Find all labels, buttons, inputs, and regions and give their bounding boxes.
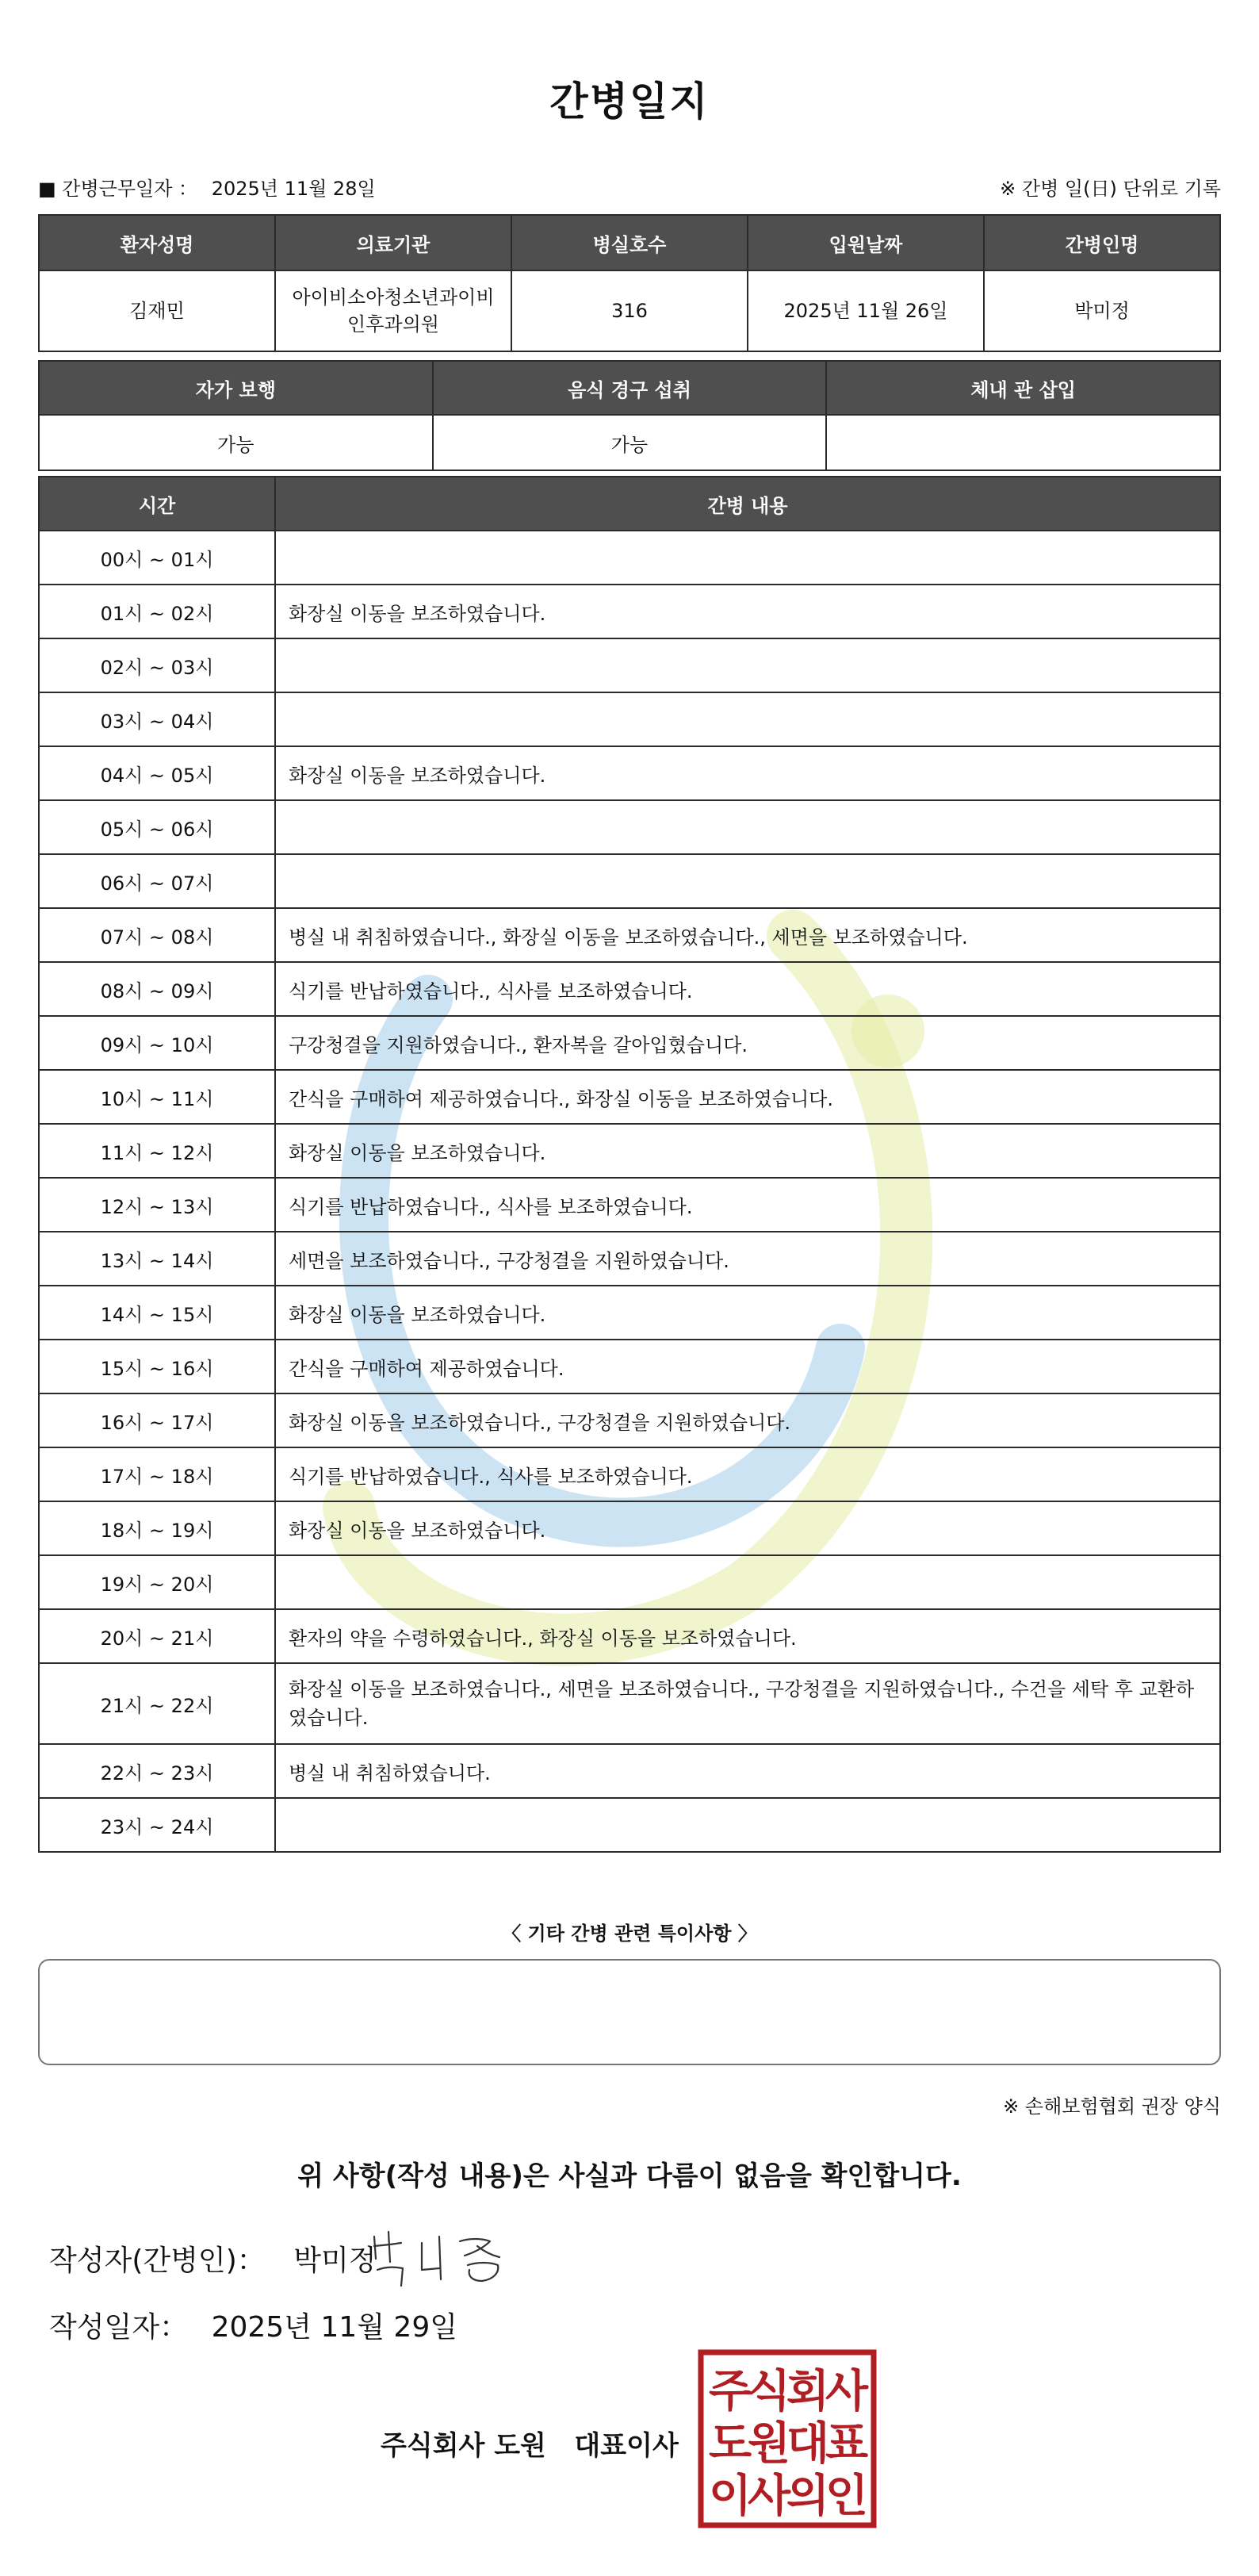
handwritten-signature-icon: [366, 2221, 517, 2292]
self-walking-value: 가능: [39, 415, 433, 470]
row-time: 18시 ~ 19시: [39, 1501, 275, 1555]
form-source-note: ※ 손해보험협회 권장 양식: [1003, 2095, 1221, 2118]
table-row: [39, 746, 1220, 800]
row-content: [275, 1555, 1220, 1609]
caregiver-name: 박미정: [984, 270, 1220, 351]
row-time: 06시 ~ 07시: [39, 854, 275, 908]
row-time: 13시 ~ 14시: [39, 1232, 275, 1286]
table-row: [39, 1070, 1220, 1124]
row-content: 식기를 반납하였습니다., 식사를 보조하였습니다.: [275, 1178, 1220, 1232]
svg-text:회: 회: [786, 2366, 830, 2417]
row-content: 간식을 구매하여 제공하였습니다.: [275, 1340, 1220, 1393]
write-date-label: 작성일자：: [49, 2311, 189, 2344]
row-content: 병실 내 취침하였습니다.: [275, 1744, 1220, 1798]
special-notes-box: [38, 1959, 1221, 2065]
svg-text:인: 인: [825, 2471, 869, 2522]
row-time: 09시 ~ 10시: [39, 1016, 275, 1070]
svg-text:도: 도: [708, 2418, 752, 2470]
header-patient-name: 환자성명: [39, 215, 275, 270]
row-time: 12시 ~ 13시: [39, 1178, 275, 1232]
hospital-name: 아이비소아청소년과이비인후과의원: [275, 270, 511, 351]
work-date-line: [38, 173, 376, 201]
svg-text:원: 원: [747, 2418, 791, 2470]
row-time: 01시 ~ 02시: [39, 585, 275, 638]
row-time: 15시 ~ 16시: [39, 1340, 275, 1393]
row-content: 병실 내 취침하였습니다., 화장실 이동을 보조하였습니다., 세면을 보조하였습니다.: [275, 908, 1220, 962]
svg-text:표: 표: [825, 2418, 869, 2470]
row-time: 00시 ~ 01시: [39, 531, 275, 585]
oral-intake-value: 가능: [433, 415, 827, 470]
write-date-value: 2025년 11월 29일: [211, 2311, 458, 2344]
row-content: 화장실 이동을 보조하였습니다.: [275, 1124, 1220, 1178]
row-content: 식기를 반납하였습니다., 식사를 보조하였습니다.: [275, 962, 1220, 1016]
row-time: 22시 ~ 23시: [39, 1744, 275, 1798]
table-row: [39, 1232, 1220, 1286]
special-notes-caption: 〈 기타 간병 관련 특이사항 〉: [502, 1922, 757, 1945]
row-time: 07시 ~ 08시: [39, 908, 275, 962]
table-row: [39, 1124, 1220, 1178]
svg-text:이: 이: [708, 2471, 752, 2522]
row-time: 16시 ~ 17시: [39, 1393, 275, 1447]
table-row: [39, 1744, 1220, 1798]
row-time: 04시 ~ 05시: [39, 746, 275, 800]
row-content: 화장실 이동을 보조하였습니다.: [275, 585, 1220, 638]
table-row: [39, 962, 1220, 1016]
svg-text:주: 주: [708, 2366, 752, 2417]
table-row: [39, 1178, 1220, 1232]
table-row: [39, 531, 1220, 585]
table-row: [39, 692, 1220, 746]
row-content: 구강청결을 지원하였습니다., 환자복을 갈아입혔습니다.: [275, 1016, 1220, 1070]
row-content: 화장실 이동을 보조하였습니다., 세면을 보조하였습니다., 구강청결을 지원하였습니다., 수건을 세탁 후 교환하였습니다.: [275, 1663, 1220, 1744]
header-tube-insertion: 체내 관 삽입: [826, 361, 1220, 415]
row-content: 환자의 약을 수령하였습니다., 화장실 이동을 보조하였습니다.: [275, 1609, 1220, 1663]
document-title: 간병일지: [549, 79, 710, 125]
table-row: [39, 800, 1220, 854]
row-time: 20시 ~ 21시: [39, 1609, 275, 1663]
table-row: [39, 638, 1220, 692]
row-time: 10시 ~ 11시: [39, 1070, 275, 1124]
row-content: [275, 531, 1220, 585]
table-row: [39, 1286, 1220, 1340]
svg-text:사: 사: [747, 2471, 791, 2522]
tube-insertion-value: [826, 415, 1220, 470]
table-row: [39, 1447, 1220, 1501]
row-time: 11시 ~ 12시: [39, 1124, 275, 1178]
header-admission-date: 입원날짜: [748, 215, 984, 270]
table-row: [39, 1609, 1220, 1663]
header-self-walking: 자가 보행: [39, 361, 433, 415]
work-date-label: ■ 간병근무일자 ：: [38, 178, 198, 200]
unit-note: ※ 간병 일(日) 단위로 기록: [1000, 178, 1221, 200]
row-content: [275, 800, 1220, 854]
table-row: [39, 585, 1220, 638]
table-row: [39, 1798, 1220, 1852]
table-row: [39, 1663, 1220, 1744]
header-caregiver: 간병인명: [984, 215, 1220, 270]
row-content: [275, 692, 1220, 746]
table-row: [39, 1393, 1220, 1447]
care-log-table: [38, 476, 1221, 1853]
table-row: [39, 1555, 1220, 1609]
svg-text:대: 대: [786, 2418, 830, 2470]
header-room: 병실호수: [511, 215, 748, 270]
row-content: 식기를 반납하였습니다., 식사를 보조하였습니다.: [275, 1447, 1220, 1501]
header-time: 시간: [39, 477, 275, 531]
company-seal-icon: [698, 2349, 877, 2528]
row-content: 간식을 구매하여 제공하였습니다., 화장실 이동을 보조하였습니다.: [275, 1070, 1220, 1124]
room-number: 316: [511, 270, 748, 351]
write-date-line: [49, 2305, 457, 2345]
patient-info-table: [38, 214, 1221, 352]
header-oral-intake: 음식 경구 섭취: [433, 361, 827, 415]
table-row: [39, 1501, 1220, 1555]
row-time: 02시 ~ 03시: [39, 638, 275, 692]
table-row: [39, 1340, 1220, 1393]
row-time: 23시 ~ 24시: [39, 1798, 275, 1852]
table-row: [39, 1016, 1220, 1070]
writer-line: [49, 2238, 377, 2279]
header-hospital: 의료기관: [275, 215, 511, 270]
work-date-value: 2025년 11월 28일: [211, 178, 376, 200]
table-row: [39, 854, 1220, 908]
row-time: 17시 ~ 18시: [39, 1447, 275, 1501]
admission-date: 2025년 11월 26일: [748, 270, 984, 351]
row-content: 세면을 보조하였습니다., 구강청결을 지원하였습니다.: [275, 1232, 1220, 1286]
writer-label: 작성자(간병인)：: [49, 2244, 266, 2277]
row-time: 21시 ~ 22시: [39, 1663, 275, 1744]
row-content: 화장실 이동을 보조하였습니다.: [275, 1286, 1220, 1340]
row-time: 05시 ~ 06시: [39, 800, 275, 854]
company-representative: 주식회사 도원 대표이사: [381, 2430, 679, 2462]
row-content: 화장실 이동을 보조하였습니다.: [275, 746, 1220, 800]
row-content: 화장실 이동을 보조하였습니다., 구강청결을 지원하였습니다.: [275, 1393, 1220, 1447]
row-content: [275, 638, 1220, 692]
svg-text:식: 식: [747, 2366, 791, 2417]
row-time: 14시 ~ 15시: [39, 1286, 275, 1340]
patient-name: 김재민: [39, 270, 275, 351]
row-content: [275, 854, 1220, 908]
row-content: [275, 1798, 1220, 1852]
row-time: 03시 ~ 04시: [39, 692, 275, 746]
svg-text:의: 의: [786, 2471, 830, 2522]
row-content: 화장실 이동을 보조하였습니다.: [275, 1501, 1220, 1555]
writer-name: 박미정: [293, 2244, 377, 2277]
svg-text:사: 사: [825, 2366, 869, 2417]
patient-status-table: [38, 360, 1221, 471]
header-care-content: 간병 내용: [275, 477, 1220, 531]
table-row: [39, 908, 1220, 962]
row-time: 08시 ~ 09시: [39, 962, 275, 1016]
confirmation-statement: 위 사항(작성 내용)은 사실과 다름이 없음을 확인합니다.: [297, 2160, 962, 2192]
row-time: 19시 ~ 20시: [39, 1555, 275, 1609]
